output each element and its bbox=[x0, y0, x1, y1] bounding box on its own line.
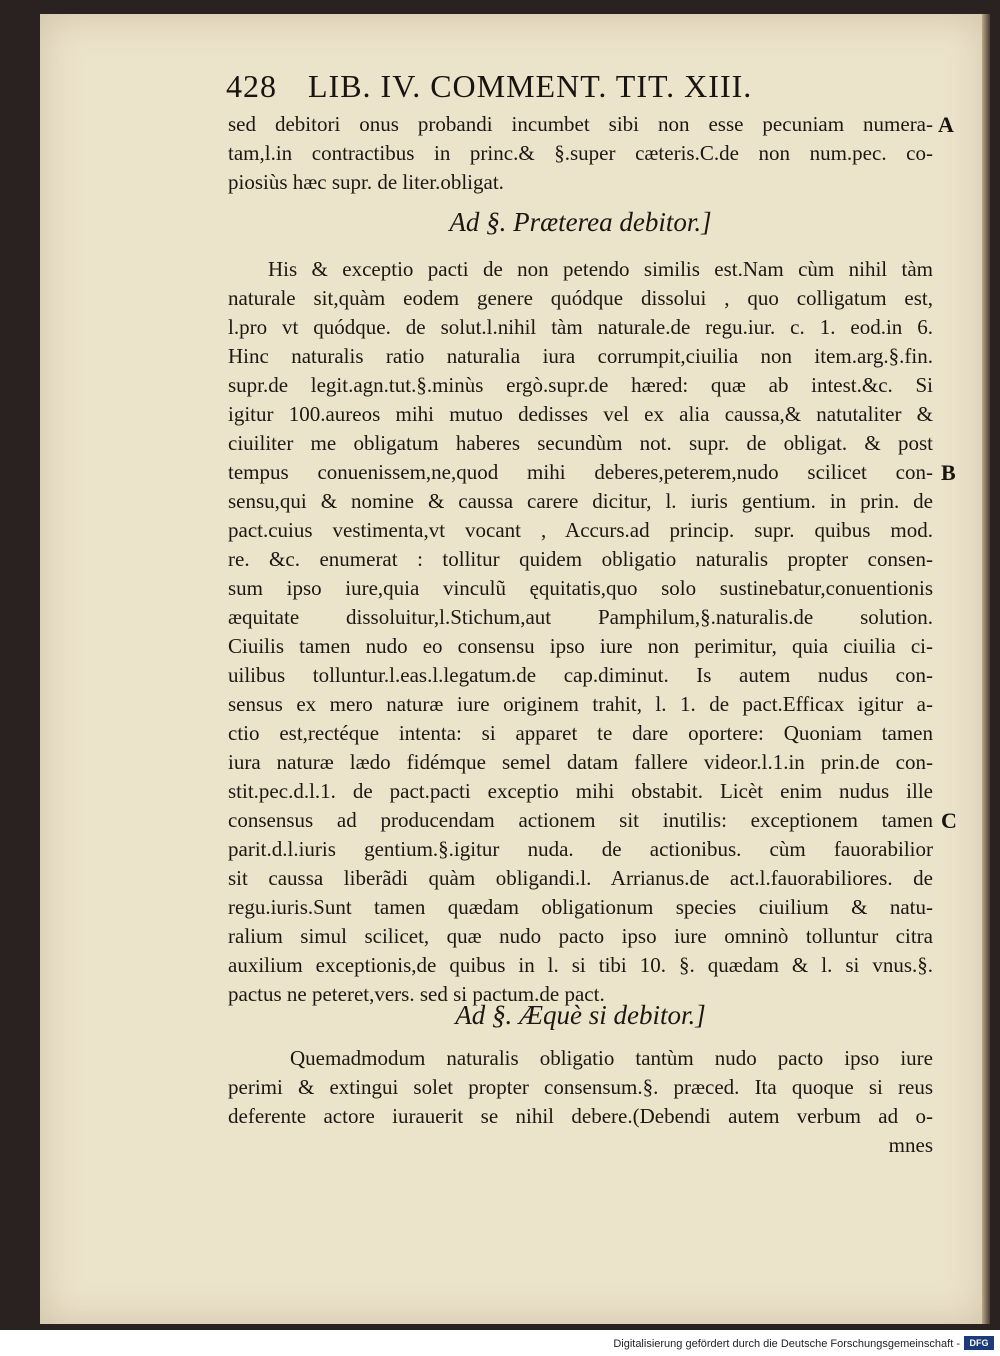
section-heading: Ad §. Æquè si debitor.] bbox=[455, 1000, 706, 1030]
text-line: sum ipso iure,quia vinculũ ęquitatis,quo solo sustinebatur,conuentionis bbox=[228, 576, 933, 600]
text-line: ciuiliter me obligatum haberes secundùm not. supr. de obligat. & post bbox=[228, 431, 933, 455]
text-line: ralium simul scilicet, quæ nudo pacto ipso iure omninò tolluntur citra bbox=[228, 924, 933, 948]
text-line: stit.pec.d.l.1. de pact.pacti exceptio mihi obstabit. Licèt enim nudus ille bbox=[228, 779, 933, 803]
text-line: iura naturæ lædo fidémque semel datam fallere videor.l.1.in prin.de con- bbox=[228, 750, 933, 774]
dfg-logo: DFG bbox=[964, 1336, 994, 1350]
margin-marker-a: A bbox=[938, 112, 954, 137]
page-number: 428 bbox=[226, 68, 277, 104]
text-line: tempus conuenissem,ne,quod mihi deberes,peterem,nudo scilicet con- bbox=[228, 460, 933, 484]
text-line: sensu,qui & nomine & caussa carere dicitur, l. iuris gentium. in prin. de bbox=[228, 489, 933, 513]
text-line: sed debitori onus probandi incumbet sibi non esse pecuniam numera- bbox=[228, 112, 933, 136]
text-line: deferente actore iurauerit se nihil debere.(Debendi autem verbum ad o- bbox=[228, 1104, 933, 1128]
text-line: Quemadmodum naturalis obligatio tantùm nudo pacto ipso iure bbox=[290, 1046, 933, 1070]
margin-marker-b: B bbox=[941, 460, 956, 485]
text-line: tam,l.in contractibus in princ.& §.super cæteris.C.de non num.pec. co- bbox=[228, 141, 933, 165]
text-line: igitur 100.aureos mihi mutuo dedisses vel ex alia caussa,& natutaliter & bbox=[228, 402, 933, 426]
text-line: Ciuilis tamen nudo eo consensu ipso iure non perimitur, quia ciuilia ci- bbox=[228, 634, 933, 658]
text-line: l.pro vt quódque. de solut.l.nihil tàm naturale.de regu.iur. c. 1. eod.in 6. bbox=[228, 315, 933, 339]
running-head bbox=[226, 68, 836, 105]
page-edge bbox=[982, 14, 990, 1324]
text-line: His & exceptio pacti de non petendo similis est.Nam cùm nihil tàm bbox=[268, 257, 933, 281]
footer-bar bbox=[0, 1330, 1000, 1356]
text-line: supr.de legit.agn.tut.§.minùs ergò.supr.de hæred: quæ ab intest.&c. Si bbox=[228, 373, 933, 397]
text-line: sit caussa liberãdi quàm obligandi.l. Arrianus.de act.l.fauorabiliores. de bbox=[228, 866, 933, 890]
section-heading: Ad §. Præterea debitor.] bbox=[449, 207, 712, 237]
text-line: pact.cuius vestimenta,vt vocant , Accurs.ad princip. supr. quibus mod. bbox=[228, 518, 933, 542]
footer-credit: Digitalisierung gefördert durch die Deutsche Forschungsgemeinschaft - bbox=[613, 1338, 960, 1350]
book-page bbox=[40, 14, 986, 1324]
text-line: ctio est,rectéque intenta: si apparet te dare oportere: Quoniam tamen bbox=[228, 721, 933, 745]
text-line: auxilium exceptionis,de quibus in l. si tibi 10. §. quædam & l. si vnus.§. bbox=[228, 953, 933, 977]
text-line: Hinc naturalis ratio naturalia iura corrumpit,ciuilia non item.arg.§.fin. bbox=[228, 344, 933, 368]
text-line: uilibus tolluntur.l.eas.l.legatum.de cap.diminut. Is autem nudus con- bbox=[228, 663, 933, 687]
text-line: re. &c. enumerat : tollitur quidem obligatio naturalis propter consen- bbox=[228, 547, 933, 571]
catchword: mnes bbox=[888, 1133, 933, 1157]
running-title: LIB. IV. COMMENT. TIT. XIII. bbox=[308, 68, 753, 104]
text-line: naturale sit,quàm eodem genere quódque dissolui , quo colligatum est, bbox=[228, 286, 933, 310]
text-line: regu.iuris.Sunt tamen quædam obligationum species ciuilium & natu- bbox=[228, 895, 933, 919]
text-line: perimi & extingui solet propter consensum.§. præced. Ita quoque si reus bbox=[228, 1075, 933, 1099]
text-line: pactus ne peteret,vers. sed si pactum.de pact. bbox=[228, 982, 605, 1006]
text-line: parit.d.l.iuris gentium.§.igitur nuda. de actionibus. cùm fauorabilior bbox=[228, 837, 933, 861]
text-line: æquitate dissoluitur,l.Stichum,aut Pamphilum,§.naturalis.de solution. bbox=[228, 605, 933, 629]
text-line: piosiùs hæc supr. de liter.obligat. bbox=[228, 170, 504, 194]
margin-marker-c: C bbox=[941, 808, 957, 833]
text-line: sensus ex mero naturæ iure originem trahit, l. 1. de pact.Efficax igitur a- bbox=[228, 692, 933, 716]
text-line: consensus ad producendam actionem sit inutilis: exceptionem tamen bbox=[228, 808, 933, 832]
